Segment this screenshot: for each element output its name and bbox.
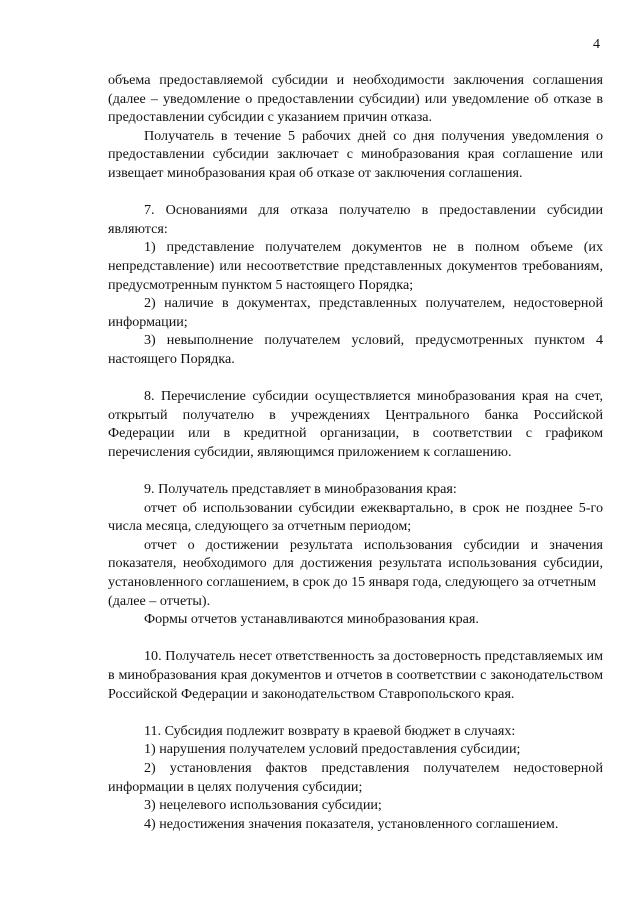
paragraph: 2) установления фактов представления получателем недостоверной информации в целях получения субсидии; — [108, 759, 603, 795]
paragraph: Получатель в течение 5 рабочих дней со дня получения уведомления о предоставлении субсидии заключает с минобразования края соглашение или извещает минобразования края об отказе от заключения соглашения. — [108, 127, 603, 181]
paragraph: 7. Основаниями для отказа получателю в предоставлении субсидии являются: — [108, 202, 603, 237]
paragraph: 2) наличие в документах, представленных получателем, недостоверной информации; — [108, 295, 603, 330]
paragraph-spacer — [108, 703, 603, 722]
paragraph-spacer — [108, 369, 603, 388]
paragraph: (далее – отчеты). — [108, 592, 211, 609]
paragraph: 9. Получатель представляет в минобразования края: — [144, 481, 457, 498]
paragraph-spacer — [108, 183, 603, 202]
paragraph: 10. Получатель несет ответственность за достоверность представляемых им в минобразования края документов и отчетов в соответствии с законодательством Российской Федерации и законодательством Ставропольского края. — [108, 648, 603, 702]
paragraph: 8. Перечисление субсидии осуществляется минобразования края на счет, открытый получателю в учреждениях Центрального банка Российской Федерации или в кредитной организации, в соответствии с графиком перечисления субсидии, являющимся приложением к соглашению. — [108, 388, 603, 460]
paragraph: 3) нецелевого использования субсидии; — [144, 797, 382, 814]
paragraph: объема предоставляемой субсидии и необходимости заключения соглашения (далее – уведомление о предоставлении субсидии) или уведомление об отказе в предоставлении субсидии с указанием причин отказа. — [108, 72, 603, 126]
document-body — [108, 71, 603, 833]
paragraph: 3) невыполнение получателем условий, предусмотренных пунктом 4 настоящего Порядка. — [108, 332, 603, 367]
page-number: 4 — [593, 37, 600, 52]
paragraph: 1) нарушения получателем условий предоставления субсидии; — [144, 741, 521, 758]
paragraph: 1) представление получателем документов не в полном объеме (их непредставление) или несоответствие представленных документов требованиям, предусмотренным пунктом 5 настоящего Порядка; — [108, 239, 603, 293]
paragraph: 4) недостижения значения показателя, установленного соглашением. — [144, 815, 559, 832]
paragraph-spacer — [108, 629, 603, 648]
paragraph: отчет о достижении результата использования субсидии и значения показателя, необходимого для достижения результата использования субсидии, установленного соглашением, в срок до 15 января года, следующего за отчетным — [108, 536, 603, 591]
paragraph: Формы отчетов устанавливаются минобразования края. — [144, 611, 479, 628]
paragraph: отчет об использовании субсидии ежеквартально, в срок не позднее 5-го числа месяца, следующего за отчетным периодом; — [108, 499, 603, 535]
paragraph-spacer — [108, 461, 603, 480]
paragraph: 11. Субсидия подлежит возврату в краевой бюджет в случаях: — [144, 722, 516, 739]
